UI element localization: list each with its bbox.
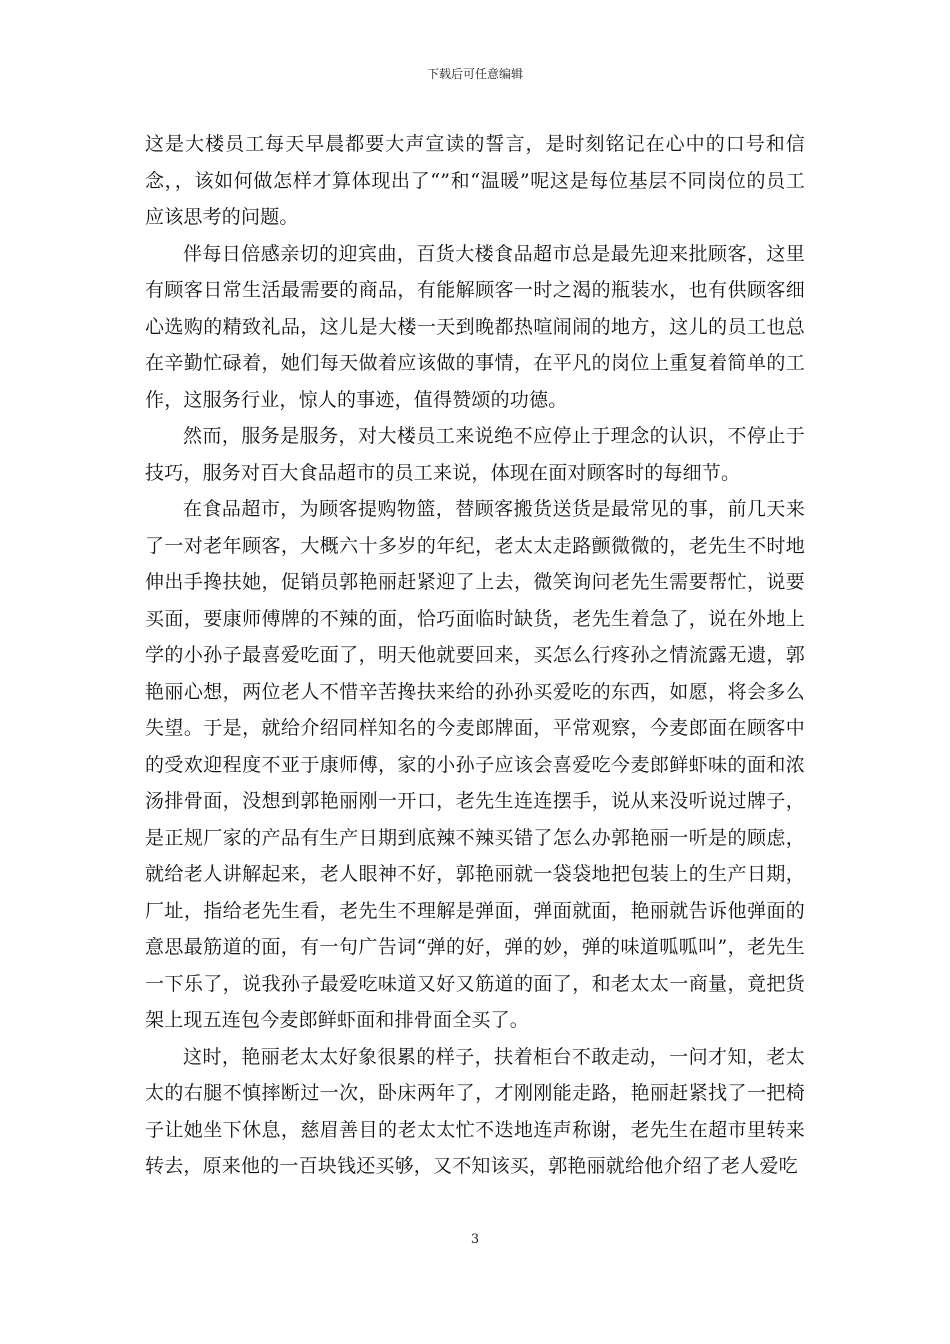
paragraph-3: 然而，服务是服务，对大楼员工来说绝不应停止于理念的认识，不停止于技巧，服务对百大食品超市的员工来说，体现在面对顾客时的每细节。 xyxy=(145,425,805,484)
page-number: 3 xyxy=(470,1232,480,1247)
paragraph-2: 伴每日倍感亲切的迎宾曲，百货大楼食品超市总是最先迎来批顾客，这里有顾客日常生活最需要的商品，有能解顾客一时之渴的瓶装水，也有供顾客细心选购的精致礼品，这儿是大楼一天到晚都热喧闹闹的地方，这儿的员工也总在辛勤忙碌着，她们每天做着应该做的事情，在平凡的岗位上重复着简单的工作，这服务行业，惊人的事迹，值得赞颂的功德。 xyxy=(145,242,805,411)
paragraph-1: 这是大楼员工每天早晨都要大声宣读的誓言，是时刻铭记在心中的口号和信念，，该如何做怎样才算体现出了“”和“温暖”呢这是每位基层不同岗位的员工应该思考的问题。 xyxy=(145,133,805,228)
page-header: 下载后可任意编辑 xyxy=(426,67,523,81)
paragraph-5: 这时，艳丽老太太好象很累的样子，扶着柜台不敢走动，一问才知，老太太的右腿不慎摔断过一次，卧床两年了，才刚刚能走路，艳丽赶紧找了一把椅子让她坐下休息，慈眉善目的老太太忙不迭地连声称谢，老先生在超市里转来转去，原来他的一百块钱还买够，又不知该买，郭艳丽就给他介绍了老人爱吃 xyxy=(145,1045,805,1177)
paragraph-4: 在食品超市，为顾客提购物篮，替顾客搬货送货是最常见的事，前几天来了一对老年顾客，大概六十多岁的年纪，老太太走路颤微微的，老先生不时地伸出手搀扶她，促销员郭艳丽赶紧迎了上去，微笑询问老先生需要帮忙，说要买面，要康师傅牌的不辣的面，恰巧面临时缺货，老先生着急了，说在外地上学的小孙子最喜爱吃面了，明天他就要回来，买怎么行疼孙之情流露无遗，郭艳丽心想，两位老人不惜辛苦搀扶来给的孙孙买爱吃的东西，如愿，将会多么失望。于是，就给介绍同样知名的今麦郎牌面，平常观察，今麦郎面在顾客中的受欢迎程度不亚于康师傅，家的小孙子应该会喜爱吃今麦郎鲜虾味的面和浓汤排骨面，没想到郭艳丽刚一开口，老先生连连摆手，说从来没听说过牌子，是正规厂家的产品有生产日期到底辣不辣买错了怎么办郭艳丽一听是的顾虑，就给老人讲解起来，老人眼神不好，郭艳丽就一袋袋地把包装上的生产日期，厂址，指给老先生看，老先生不理解是弹面，弹面就面，艳丽就告诉他弹面的意思最筋道的面，有一句广告词“弹的好，弹的妙，弹的味道呱呱叫”，老先生一下乐了，说我孙子最爱吃味道又好又筋道的面了，和老太太一商量，竟把货架上现五连包今麦郎鲜虾面和排骨面全买了。 xyxy=(145,498,805,1031)
body-text xyxy=(145,126,805,1185)
